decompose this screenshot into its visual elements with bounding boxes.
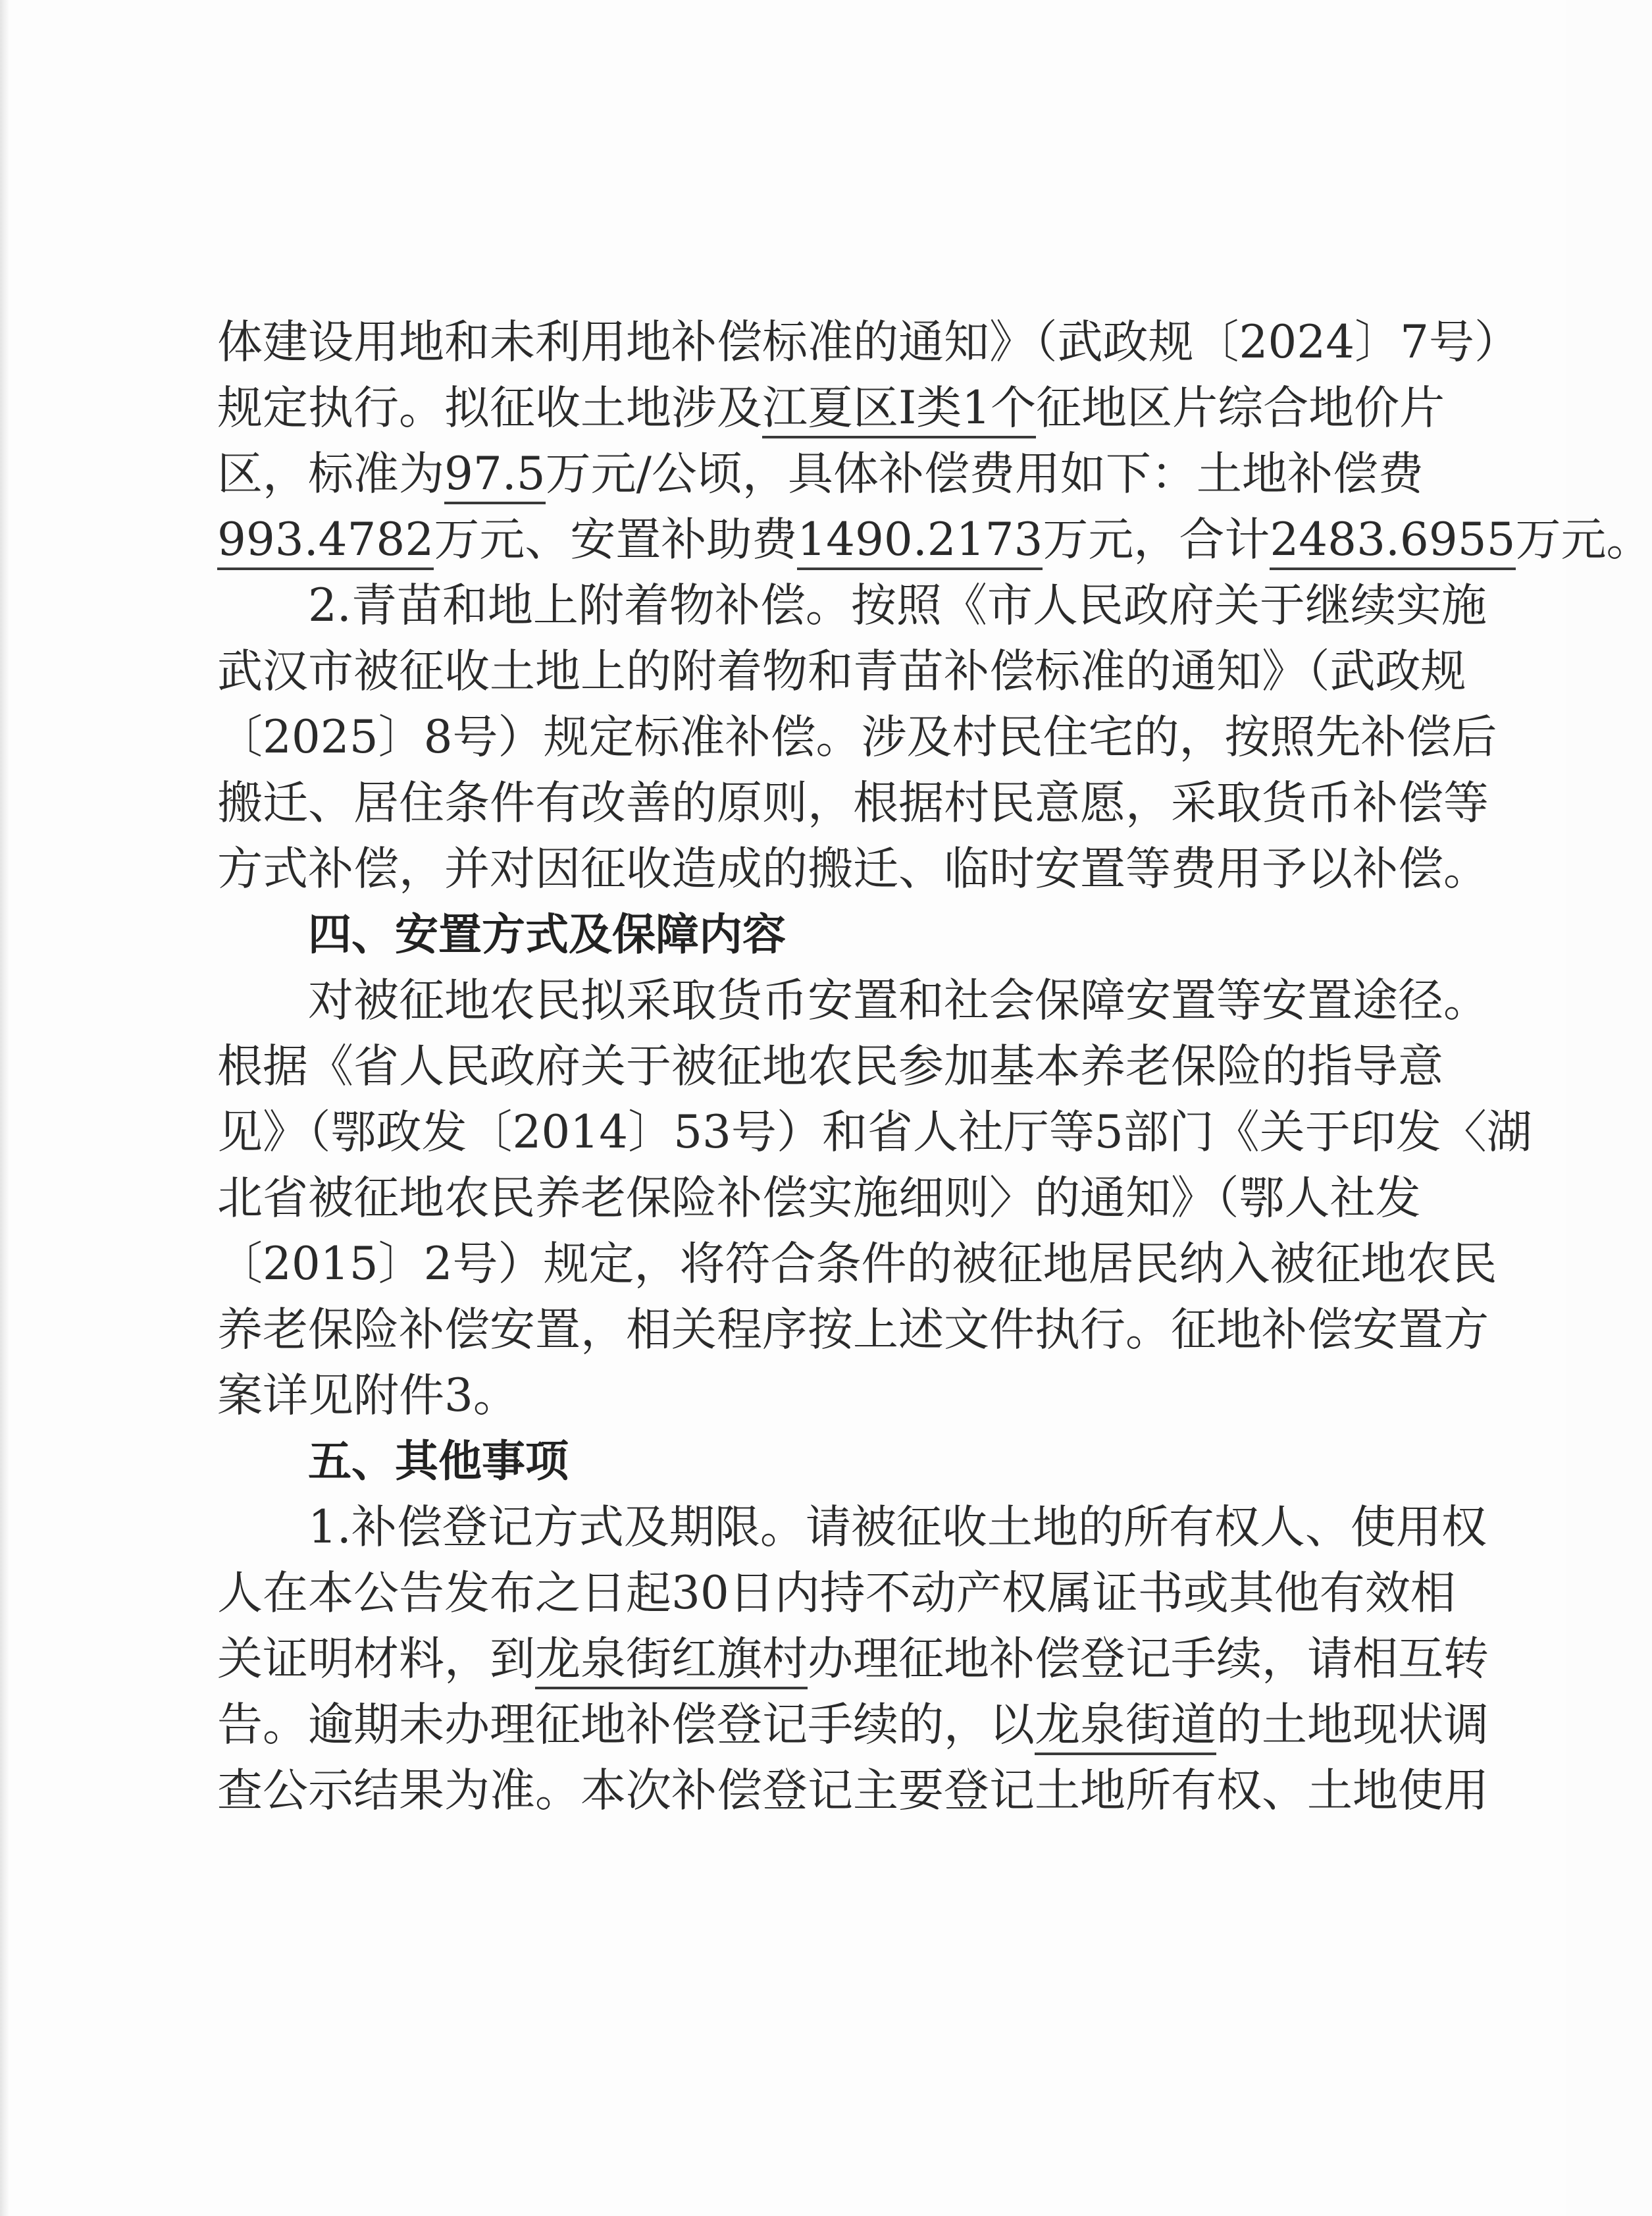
text-segment: 征地区片综合地价片 [1036, 382, 1445, 435]
text-segment: 见》（鄂政发〔2014〕53号）和省人社厅等5部门《关于印发〈湖 [217, 1106, 1532, 1159]
text-segment: 对被征地农民拟采取货币安置和社会保障安置等安置途径。 [308, 974, 1489, 1027]
text-segment: 四、安置方式及保障内容 [308, 909, 786, 960]
underlined-fill-in: 龙泉街红旗村 [535, 1633, 808, 1689]
underlined-fill-in: 龙泉街道 [1035, 1699, 1216, 1755]
text-segment: 查公示结果为准。本次补偿登记主要登记土地所有权、土地使用 [217, 1764, 1489, 1817]
text-segment: 万元/公顷，具体补偿费用如下：土地补偿费 [545, 448, 1424, 500]
text-segment: 〔2025〕8号）规定标准补偿。涉及村民住宅的，按照先补偿后 [217, 711, 1497, 764]
text-segment: 办理征地补偿登记手续，请相互转 [808, 1633, 1489, 1685]
text-line [217, 507, 1652, 573]
text-segment: 案详见附件3。 [217, 1369, 519, 1422]
section-heading [217, 902, 1385, 968]
text-line [217, 1165, 1421, 1231]
text-line [217, 1560, 1456, 1626]
text-segment: 万元。 [1515, 514, 1652, 566]
text-segment: 的土地现状调 [1216, 1699, 1489, 1751]
text-line [217, 1692, 1489, 1758]
text-segment: 告。逾期未办理征地补偿登记手续的，以 [217, 1699, 1035, 1751]
text-line [217, 968, 1489, 1034]
text-segment: 养老保险补偿安置，相关程序按上述文件执行。征地补偿安置方 [217, 1304, 1489, 1356]
text-segment: 〔2015〕2号）规定，将符合条件的被征地居民纳入被征地农民 [217, 1238, 1497, 1290]
text-line [217, 441, 1424, 507]
text-line [217, 1626, 1489, 1692]
text-segment: 方式补偿，并对因征收造成的搬迁、临时安置等费用予以补偿。 [217, 843, 1489, 895]
text-line [217, 1231, 1497, 1297]
underlined-fill-in: 2483.6955 [1270, 514, 1515, 570]
text-segment: 1.补偿登记方式及期限。请被征收土地的所有权人、使用权 [308, 1501, 1487, 1554]
text-line [217, 1758, 1489, 1824]
document-body [217, 309, 1652, 1824]
text-line [217, 704, 1497, 770]
text-segment: 体建设用地和未利用地补偿标准的通知》（武政规〔2024〕7号） [217, 316, 1520, 369]
text-line [217, 836, 1489, 902]
underlined-fill-in: 97.5 [444, 448, 546, 504]
text-line [217, 1034, 1443, 1099]
text-line [217, 770, 1489, 836]
text-segment: 根据《省人民政府关于被征地农民参加基本养老保险的指导意 [217, 1040, 1443, 1093]
text-segment: 2.青苗和地上附着物补偿。按照《市人民政府关于继续实施 [308, 579, 1487, 632]
underlined-fill-in: 1490.2173 [797, 514, 1043, 570]
underlined-fill-in: 江夏区I类1个 [762, 382, 1036, 438]
text-line [217, 1363, 1385, 1429]
text-segment: 武汉市被征收土地上的附着物和青苗补偿标准的通知》（武政规 [217, 645, 1466, 698]
underlined-fill-in: 993.4782 [217, 514, 434, 570]
text-line [217, 1099, 1532, 1165]
scan-edge [0, 0, 9, 2216]
text-segment: 万元，合计 [1043, 514, 1270, 566]
text-line [217, 639, 1466, 704]
text-line [217, 375, 1445, 441]
section-heading [217, 1429, 1385, 1494]
text-segment: 万元、安置补助费 [434, 514, 798, 566]
text-segment: 北省被征地农民养老保险补偿实施细则〉的通知》（鄂人社发 [217, 1172, 1421, 1225]
text-line [217, 573, 1487, 639]
text-line [217, 309, 1520, 375]
text-segment: 规定执行。拟征收土地涉及 [217, 382, 762, 435]
text-segment: 关证明材料，到 [217, 1633, 535, 1685]
text-segment: 搬迁、居住条件有改善的原则，根据村民意愿，采取货币补偿等 [217, 777, 1489, 830]
text-line [217, 1297, 1489, 1363]
text-line [217, 1494, 1487, 1560]
text-segment: 人在本公告发布之日起30日内持不动产权属证书或其他有效相 [217, 1567, 1456, 1620]
text-segment: 五、其他事项 [308, 1436, 569, 1487]
text-segment: 区，标准为 [217, 448, 444, 500]
